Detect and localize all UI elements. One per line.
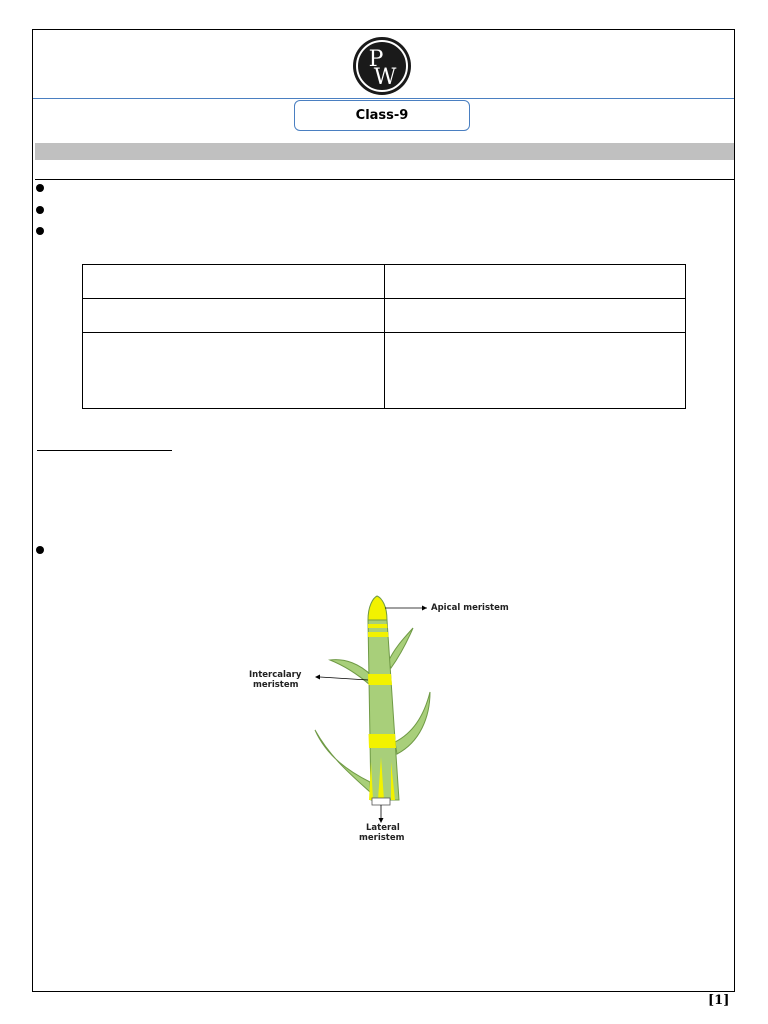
section-divider: [35, 179, 734, 180]
intercalary-meristem-label-line1: Intercalary: [249, 670, 302, 680]
stem: [368, 620, 399, 800]
upper-band-1: [368, 624, 388, 628]
intercalary-arrowhead: [315, 675, 320, 680]
lower-band: [369, 734, 397, 748]
upper-band-2: [368, 632, 389, 637]
leaf-right-large: [395, 692, 430, 754]
svg-text:W: W: [373, 65, 397, 90]
apical-arrowhead: [422, 606, 427, 611]
bullet-1: [36, 184, 44, 192]
class-label: Class-9: [355, 108, 409, 123]
intercalary-meristem-label-line2: meristem: [253, 680, 299, 690]
bullet-3: [36, 227, 44, 235]
svg-text:P: P: [368, 47, 384, 72]
intercalary-band: [368, 674, 392, 685]
meristem-diagram: [245, 592, 515, 847]
stem-base: [372, 798, 390, 805]
page-number: [1]: [708, 993, 730, 1008]
apical-meristem-label: Apical meristem: [431, 603, 509, 613]
lateral-meristem-label-line1: Lateral: [366, 823, 400, 833]
bullet-4: [36, 546, 44, 554]
pw-logo-icon: [352, 36, 412, 96]
leaf-lower-left: [315, 730, 370, 792]
apical-tip: [368, 596, 387, 620]
table-column-divider: [384, 265, 385, 408]
leaf-mid-left: [330, 660, 372, 685]
page-frame: [32, 29, 735, 992]
lateral-meristem-label-line2: meristem: [359, 833, 405, 843]
comparison-table: [82, 264, 686, 409]
table-row-divider-1: [83, 298, 685, 299]
class-label-box: [294, 100, 470, 131]
title-band: [35, 143, 734, 160]
heading-underline: [37, 450, 172, 451]
leaf-upper-right: [388, 628, 413, 668]
meristem-diagram-drawing: [245, 592, 515, 847]
bullet-2: [36, 206, 44, 214]
table-row-divider-2: [83, 332, 685, 333]
header-divider: [33, 98, 734, 99]
